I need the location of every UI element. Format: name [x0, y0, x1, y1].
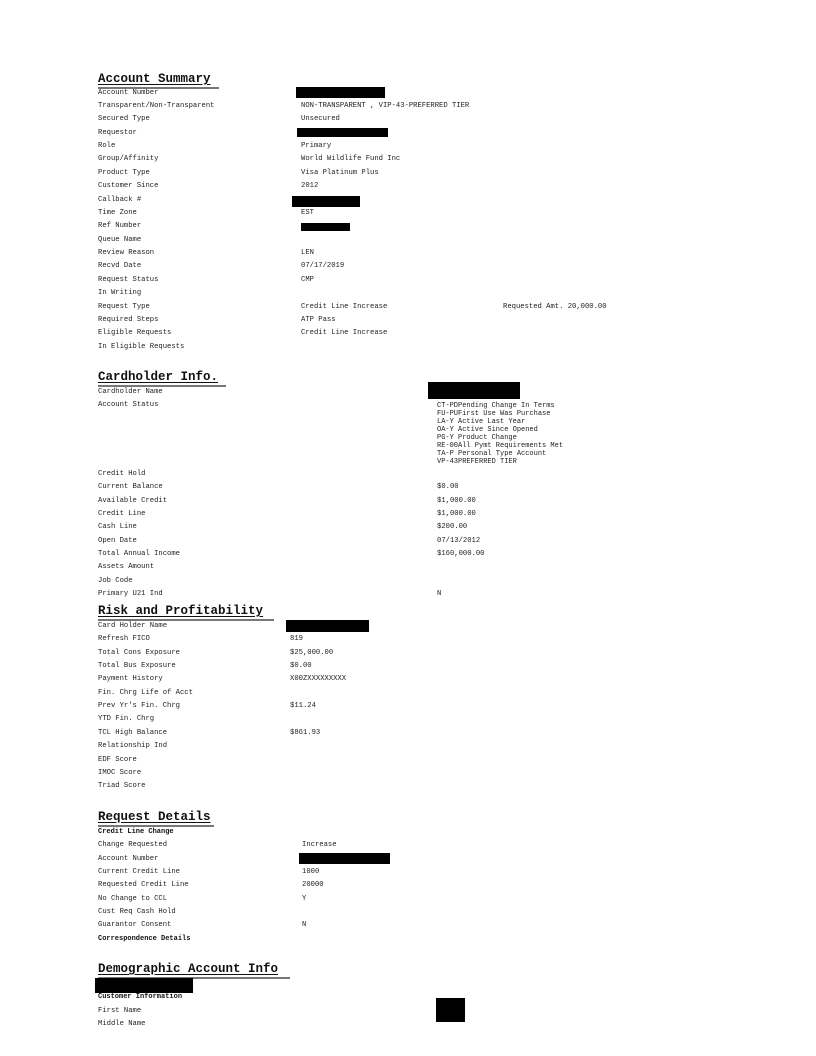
label-open-date: Open Date — [98, 537, 137, 545]
label-callback: Callback # — [98, 196, 142, 204]
account-status-list — [437, 402, 563, 466]
value-role: Primary — [301, 142, 332, 150]
subheading-correspondence-details: Correspondence Details — [98, 935, 191, 943]
label-imoc-score: IMOC Score — [98, 769, 142, 777]
value-guarantor-consent: N — [302, 921, 307, 929]
status-line: LA-Y Active Last Year — [437, 418, 526, 426]
label-no-change-ccl: No Change to CCL — [98, 895, 168, 903]
redaction-block — [301, 223, 350, 231]
status-line: OA-Y Active Since Opened — [437, 426, 538, 434]
value-time-zone: EST — [301, 209, 314, 217]
value-total-bus-exposure: $0.00 — [290, 662, 312, 670]
redaction-block — [296, 87, 385, 98]
label-required-steps: Required Steps — [98, 316, 159, 324]
label-eligible-requests: Eligible Requests — [98, 329, 172, 337]
status-line: FU-PUFirst Use Was Purchase — [437, 410, 551, 418]
label-middle-name: Middle Name — [98, 1020, 146, 1028]
label-recvd-date: Recvd Date — [98, 262, 142, 270]
label-account-number: Account Number — [98, 89, 159, 97]
label-account-number-2: Account Number — [98, 855, 159, 863]
value-current-credit-line: 1000 — [302, 868, 320, 876]
value-recvd-date: 07/17/2019 — [301, 262, 345, 270]
value-refresh-fico: 819 — [290, 635, 303, 643]
value-group-affinity: World Wildlife Fund Inc — [301, 155, 401, 163]
value-product-type: Visa Platinum Plus — [301, 169, 379, 177]
status-line: RE-00All Pymt Requirements Met — [437, 442, 564, 450]
label-guarantor-consent: Guarantor Consent — [98, 921, 172, 929]
value-primary-u21-ind: N — [437, 590, 442, 598]
label-transparency: Transparent/Non-Transparent — [98, 102, 215, 110]
label-tcl-high-balance: TCL High Balance — [98, 729, 168, 737]
label-request-status: Request Status — [98, 276, 159, 284]
value-open-date: 07/13/2012 — [437, 537, 481, 545]
label-triad-score: Triad Score — [98, 782, 146, 790]
value-request-status: CMP — [301, 276, 314, 284]
label-time-zone: Time Zone — [98, 209, 137, 217]
label-cash-line: Cash Line — [98, 523, 137, 531]
label-customer-since: Customer Since — [98, 182, 159, 190]
redaction-block — [286, 620, 369, 632]
value-eligible-requests: Credit Line Increase — [301, 329, 388, 337]
label-prev-yr-fin-chrg: Prev Yr's Fin. Chrg — [98, 702, 180, 710]
label-credit-hold: Credit Hold — [98, 470, 146, 478]
label-requestor: Requestor — [98, 129, 137, 137]
redaction-block — [436, 998, 465, 1022]
label-queue-name: Queue Name — [98, 236, 142, 244]
label-credit-line: Credit Line — [98, 510, 146, 518]
status-line: PG-Y Product Change — [437, 434, 517, 442]
redaction-block — [297, 128, 388, 137]
label-current-credit-line: Current Credit Line — [98, 868, 180, 876]
label-in-writing: In Writing — [98, 289, 142, 297]
label-group-affinity: Group/Affinity — [98, 155, 159, 163]
label-fin-chrg-life: Fin. Chrg Life of Acct — [98, 689, 193, 697]
account-summary-title: Account Summary — [98, 72, 211, 86]
value-payment-history: X00ZXXXXXXXXX — [290, 675, 347, 683]
label-ref-number: Ref Number — [98, 222, 142, 230]
section-underline — [98, 385, 226, 387]
value-tcl-high-balance: $861.93 — [290, 729, 321, 737]
label-secured-type: Secured Type — [98, 115, 150, 123]
value-cash-line: $200.00 — [437, 523, 468, 531]
risk-profitability-title: Risk and Profitability — [98, 604, 264, 618]
section-underline — [98, 619, 274, 621]
request-details-title: Request Details — [98, 810, 211, 824]
label-in-eligible-requests: In Eligible Requests — [98, 343, 185, 351]
label-current-balance: Current Balance — [98, 483, 163, 491]
value-request-type: Credit Line Increase — [301, 303, 388, 311]
value-total-cons-exposure: $25,000.00 — [290, 649, 334, 657]
label-refresh-fico: Refresh FICO — [98, 635, 150, 643]
status-line: CT-PDPending Change In Terms — [437, 402, 555, 410]
value-requested-credit-line: 20000 — [302, 881, 324, 889]
value-current-balance: $0.00 — [437, 483, 459, 491]
value-customer-since: 2012 — [301, 182, 319, 190]
label-assets-amount: Assets Amount — [98, 563, 155, 571]
value-secured-type: Unsecured — [301, 115, 340, 123]
label-product-type: Product Type — [98, 169, 150, 177]
status-line: VP-43PREFERRED TIER — [437, 458, 517, 466]
label-first-name: First Name — [98, 1007, 142, 1015]
cardholder-info-title: Cardholder Info. — [98, 370, 219, 384]
value-required-steps: ATP Pass — [301, 316, 336, 324]
value-no-change-ccl: Y — [302, 895, 307, 903]
label-payment-history: Payment History — [98, 675, 163, 683]
redaction-block — [428, 382, 520, 399]
label-total-annual-income: Total Annual Income — [98, 550, 180, 558]
value-requested-amount: Requested Amt. 20,000.00 — [503, 303, 607, 311]
demographic-title: Demographic Account Info — [98, 962, 279, 976]
label-cardholder-name: Cardholder Name — [98, 388, 163, 396]
redaction-block — [299, 853, 390, 864]
status-line: TA-P Personal Type Account — [437, 450, 547, 458]
subheading-customer-information: Customer Information — [98, 993, 183, 1001]
label-total-cons-exposure: Total Cons Exposure — [98, 649, 180, 657]
value-total-annual-income: $160,000.00 — [437, 550, 485, 558]
value-prev-yr-fin-chrg: $11.24 — [290, 702, 316, 710]
label-requested-credit-line: Requested Credit Line — [98, 881, 189, 889]
value-transparency: NON-TRANSPARENT , VIP-43-PREFERRED TIER — [301, 102, 470, 110]
value-available-credit: $1,000.00 — [437, 497, 476, 505]
value-credit-line: $1,000.00 — [437, 510, 476, 518]
value-change-requested: Increase — [302, 841, 337, 849]
redaction-block — [95, 978, 193, 993]
label-edf-score: EDF Score — [98, 756, 137, 764]
label-ytd-fin-chrg: YTD Fin. Chrg — [98, 715, 155, 723]
label-primary-u21-ind: Primary U21 Ind — [98, 590, 163, 598]
redaction-block — [292, 196, 360, 207]
label-role: Role — [98, 142, 116, 150]
label-review-reason: Review Reason — [98, 249, 155, 257]
value-review-reason: LEN — [301, 249, 314, 257]
label-request-type: Request Type — [98, 303, 150, 311]
label-total-bus-exposure: Total Bus Exposure — [98, 662, 176, 670]
label-cust-req-cash-hold: Cust Req Cash Hold — [98, 908, 176, 916]
label-job-code: Job Code — [98, 577, 133, 585]
label-card-holder-name: Card Holder Name — [98, 622, 168, 630]
section-underline — [98, 825, 214, 827]
label-available-credit: Available Credit — [98, 497, 168, 505]
label-account-status: Account Status — [98, 401, 159, 409]
label-change-requested: Change Requested — [98, 841, 168, 849]
subheading-credit-line-change: Credit Line Change — [98, 828, 174, 836]
label-relationship-ind: Relationship Ind — [98, 742, 168, 750]
